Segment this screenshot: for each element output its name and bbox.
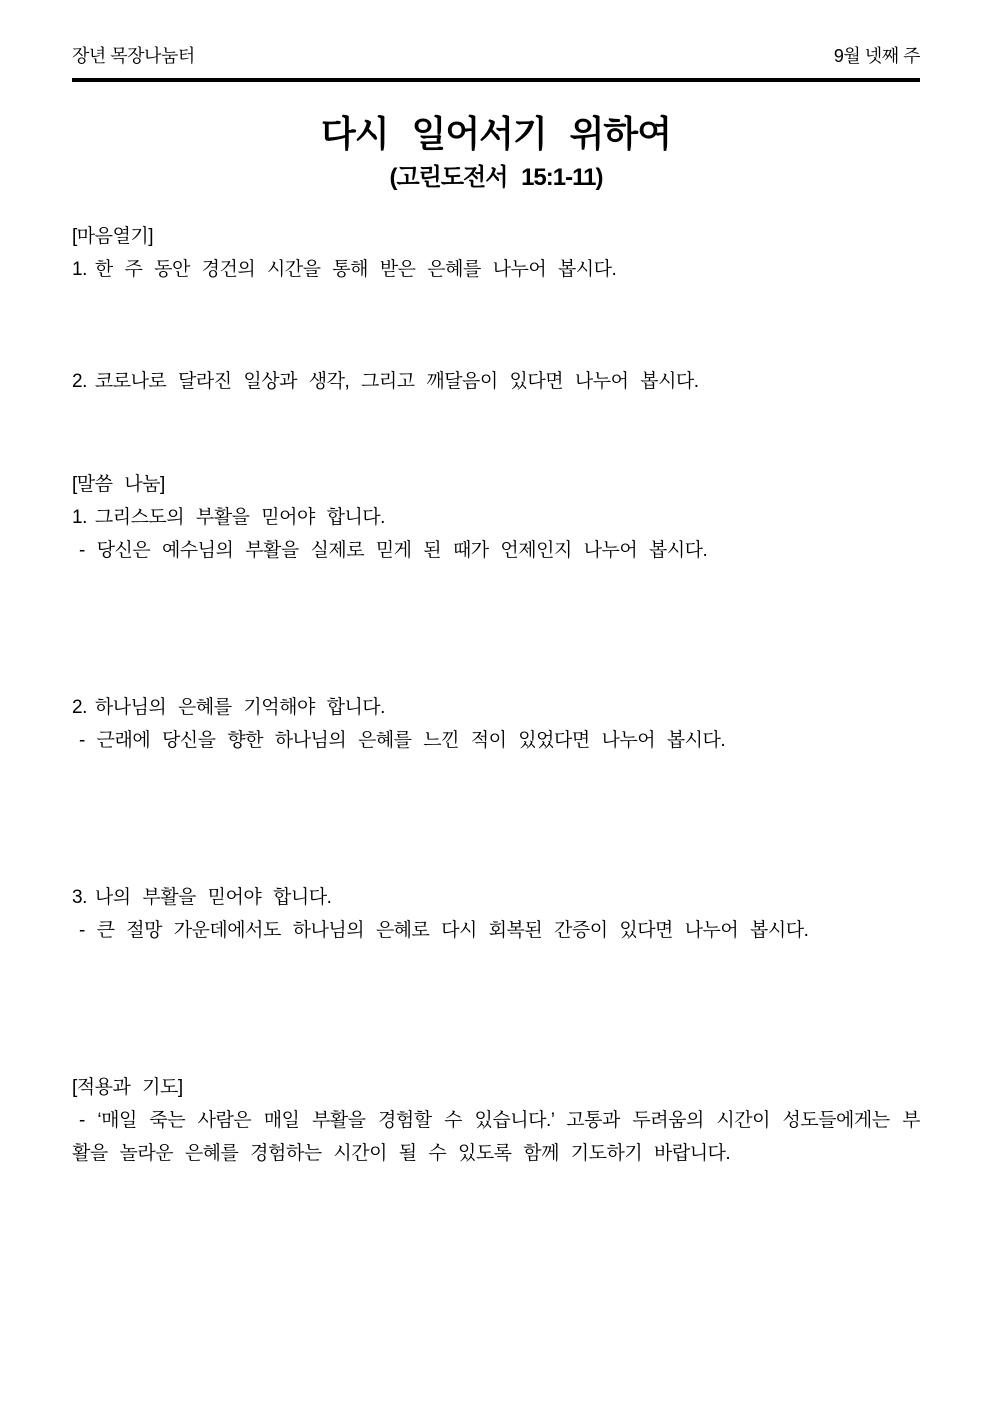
item-text: 코로나로 달라진 일상과 생각, 그리고 깨달음이 있다면 나누어 봅시다. [94,371,699,393]
page-title: 다시 일어서기 위하여 [321,113,671,154]
header-left-label: 장년 목장나눔터 [72,46,195,66]
item-text: 그리스도의 부활을 믿어야 합니다. [94,507,385,529]
item-number: 2. [72,371,87,393]
question-item [72,365,920,398]
page-subtitle: (고린도전서 15:1-11) [389,164,603,192]
item-text: 한 주 동안 경건의 시간을 통해 받은 은혜를 나누어 봅시다. [94,259,617,281]
page-header [72,0,920,68]
item-text: 하나님의 은혜를 기억해야 합니다. [94,697,385,719]
section-heading: [마음열기] [72,226,153,248]
item-number: 1. [72,259,87,281]
question-item [72,253,920,286]
item-number: 1. [72,507,87,529]
item-text: 나의 부활을 믿어야 합니다. [94,887,332,909]
item-subquestion: - 근래에 당신을 향한 하나님의 은혜를 느낀 적이 있었다면 나누어 봅시다. [79,730,726,752]
section-heart-opening [72,220,920,398]
section-application-prayer [72,1071,920,1170]
item-number: 2. [72,697,87,719]
section-heading: [적용과 기도] [72,1077,183,1099]
question-item [72,881,920,914]
section-word-sharing [72,468,920,947]
prayer-text: - ‘매일 죽는 사람은 매일 부활을 경험할 수 있습니다.’ 고통과 두려움의 시간이 성도들에게는 부활을 놀라운 은혜를 경험하는 시간이 될 수 있도록 함께 기도하기 바랍니다. [72,1110,920,1165]
question-item [72,691,920,724]
question-item [72,501,920,534]
item-subquestion: - 당신은 예수님의 부활을 실제로 믿게 된 때가 언제인지 나누어 봅시다. [79,540,708,562]
header-right-label: 9월 넷째 주 [833,46,920,66]
item-number: 3. [72,887,87,909]
document-body [72,220,920,1170]
item-subquestion: - 큰 절망 가운데에서도 하나님의 은혜로 다시 회복된 간증이 있다면 나누어 봅시다. [79,920,809,942]
header-rule [72,78,920,82]
section-heading: [말씀 나눔] [72,474,165,496]
